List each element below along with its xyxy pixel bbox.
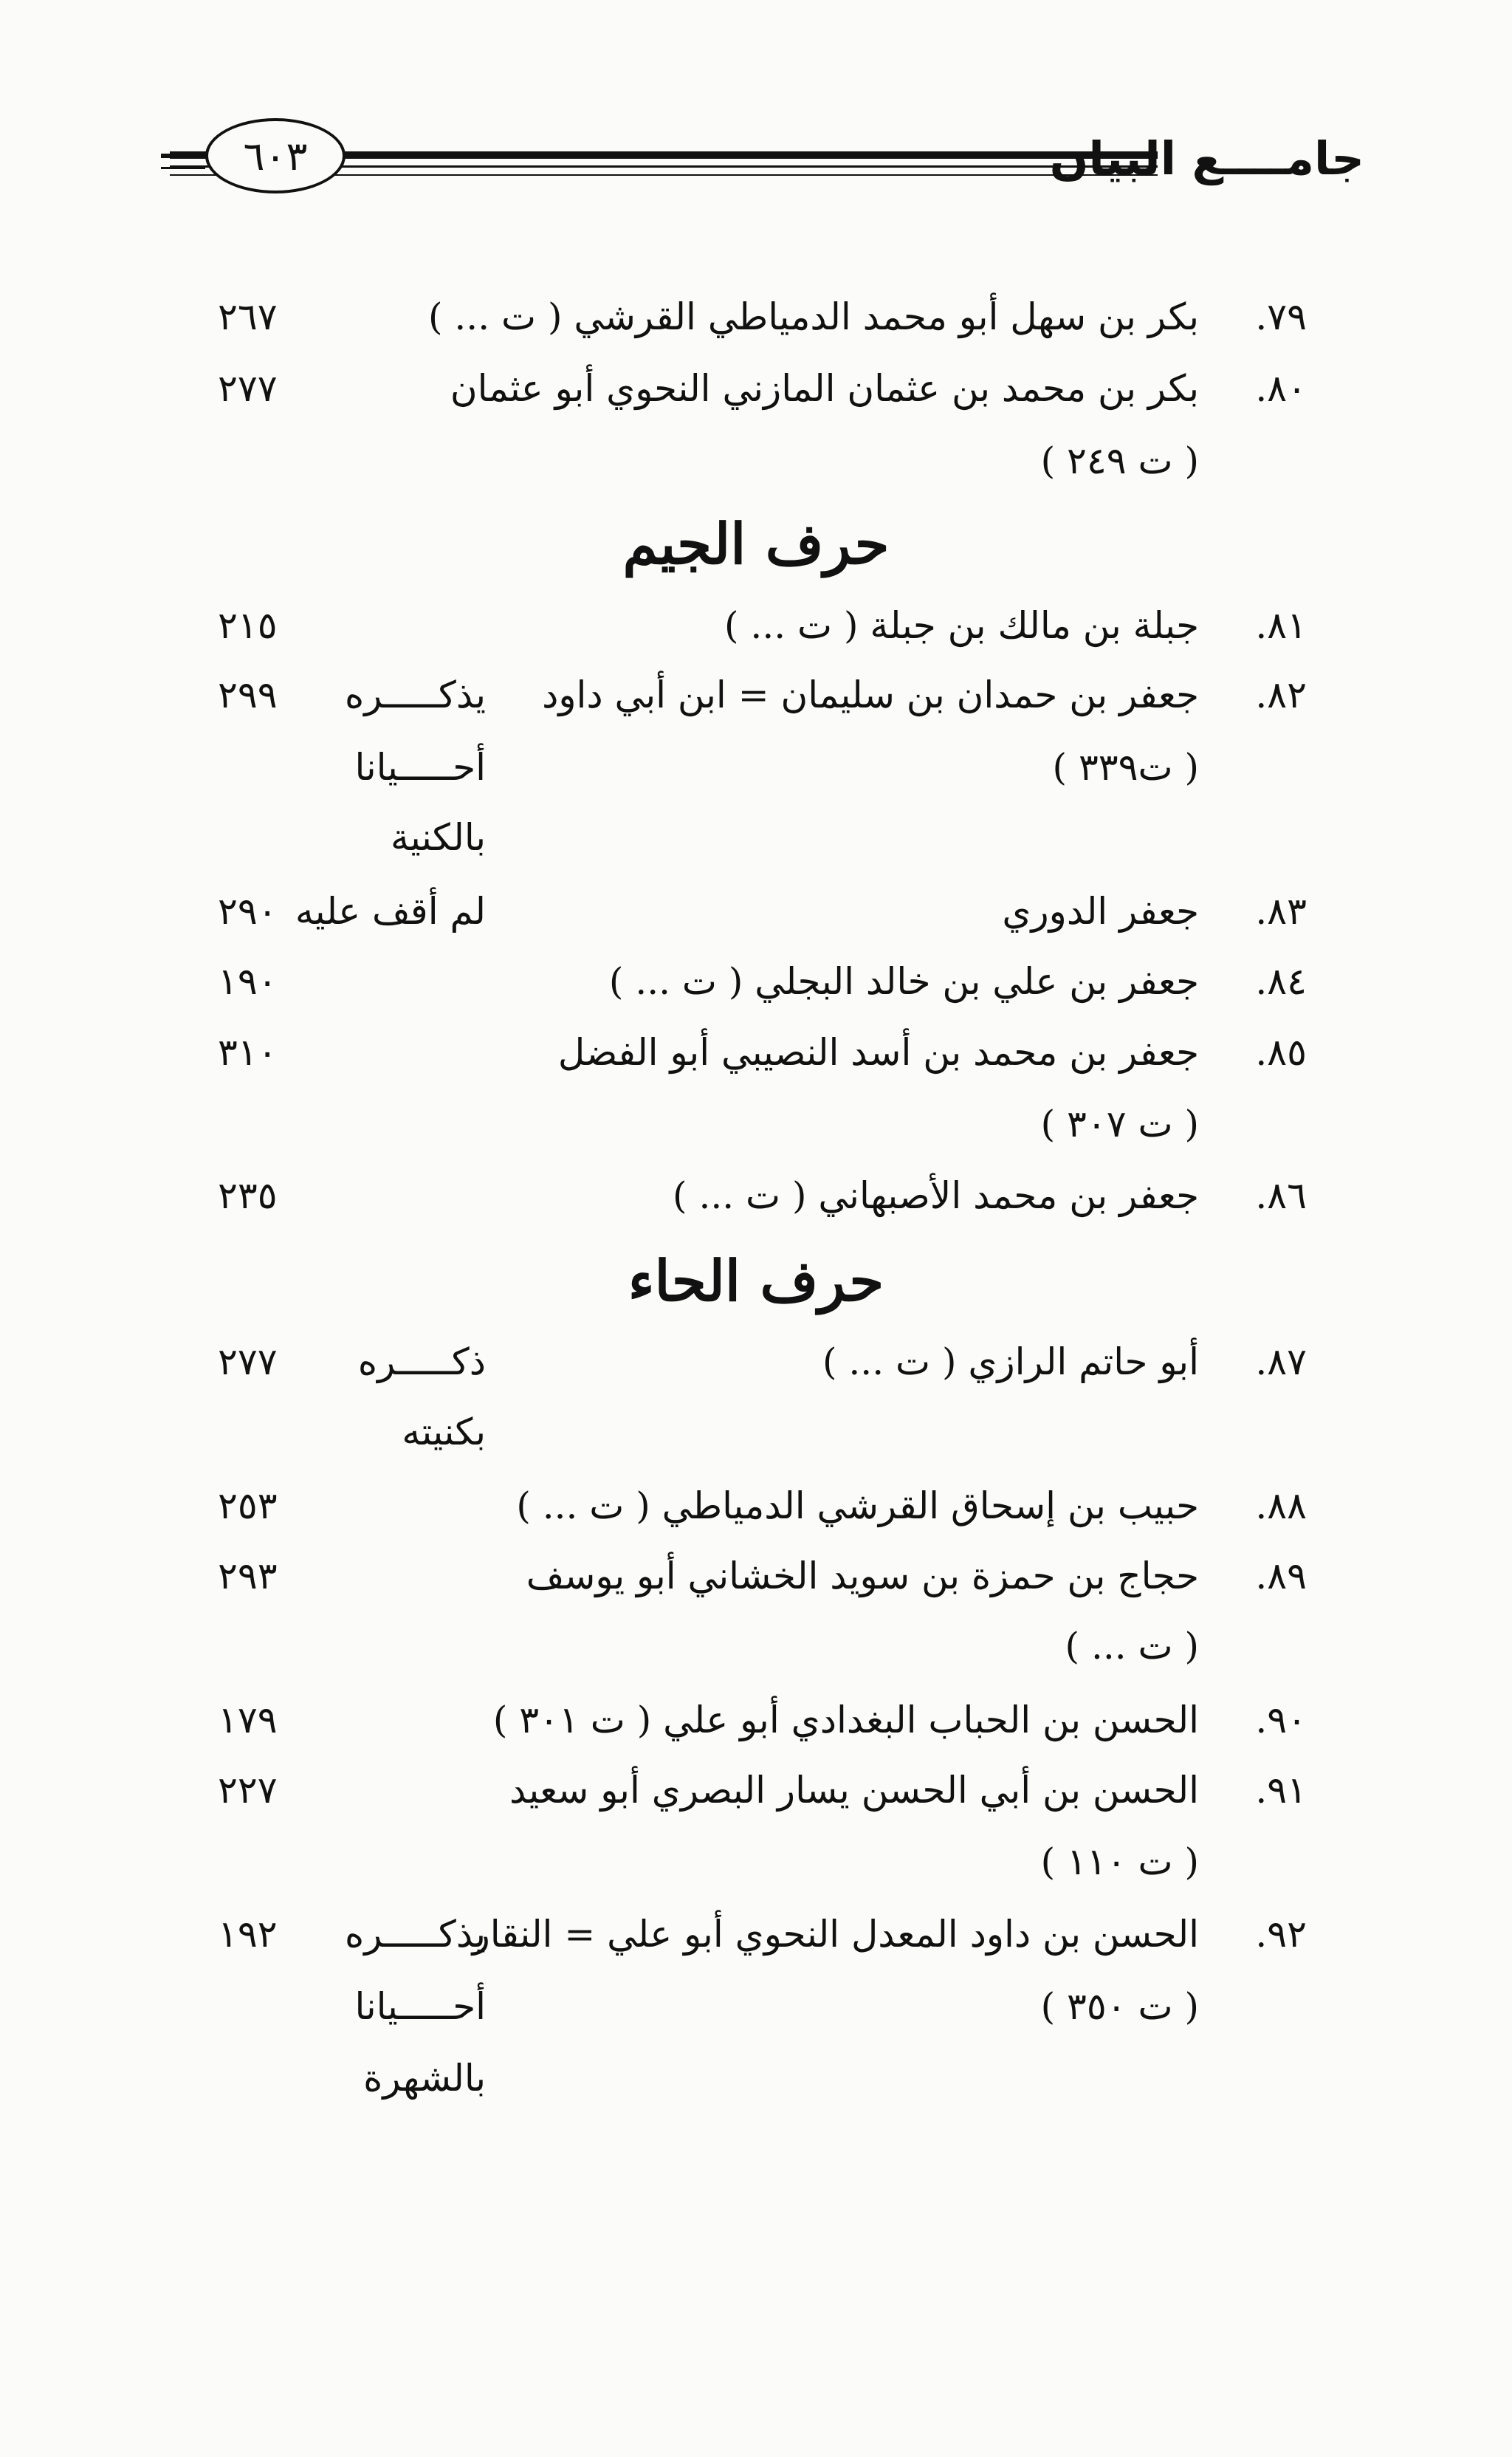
entry-number: ٨٠. xyxy=(1255,367,1307,410)
entry-page: ٢١٥ xyxy=(218,604,278,647)
book-title: جامــــع البيان xyxy=(1049,131,1364,185)
section-heading-haa: حرف الحاء xyxy=(628,1248,884,1314)
entry-name: جعفر بن محمد بن أسد النصيبي أبو الفضل xyxy=(557,1031,1199,1074)
entry-name: حبيب بن إسحاق القرشي الدمياطي ( ت ... ) xyxy=(516,1484,1199,1527)
entry-name: الحسن بن أبي الحسن يسار البصري أبو سعيد xyxy=(509,1769,1199,1812)
entry-name-continued: ( ت ١١٠ ) xyxy=(1040,1840,1199,1883)
entry-page: ٢٦٧ xyxy=(218,295,278,338)
entry-page: ٢٩٣ xyxy=(218,1555,278,1597)
entry-number: ٨٨. xyxy=(1255,1484,1307,1527)
entry-page: ٢٥٣ xyxy=(218,1484,278,1527)
entry-number: ٨٤. xyxy=(1255,960,1307,1003)
entry-number: ٨٣. xyxy=(1255,890,1307,933)
entry-name: بكر بن محمد بن عثمان المازني النحوي أبو عثمان xyxy=(450,367,1199,410)
entry-name: جعفر الدوري xyxy=(1002,890,1199,933)
entry-number: ٧٩. xyxy=(1255,295,1307,338)
entry-number: ٨٦. xyxy=(1255,1174,1307,1217)
entry-note: يذكـــــره xyxy=(345,1913,486,1956)
entry-note: ذكـــــره xyxy=(357,1340,486,1383)
entry-name: حجاج بن حمزة بن سويد الخشاني أبو يوسف xyxy=(526,1555,1199,1597)
entry-name-continued: ( ت٣٣٩ ) xyxy=(1052,746,1199,789)
entry-page: ١٧٩ xyxy=(218,1699,278,1741)
entry-page: ٢٩٩ xyxy=(218,674,278,716)
entry-page: ٢٩٠ xyxy=(218,890,278,933)
entry-page: ١٩٠ xyxy=(218,960,278,1003)
entry-name-continued: ( ت ٣٥٠ ) xyxy=(1040,1985,1199,2028)
entry-name-continued: ( ت ٣٠٧ ) xyxy=(1040,1103,1199,1145)
entry-number: ٨٩. xyxy=(1255,1555,1307,1597)
entry-note: لم أقف عليه xyxy=(295,890,486,933)
section-heading-jeem: حرف الجيم xyxy=(622,511,890,577)
entry-name: جعفر بن حمدان بن سليمان = ابن أبي داود xyxy=(542,674,1199,716)
entry-name: أبو حاتم الرازي ( ت ... ) xyxy=(822,1340,1199,1383)
page-number: ٦٠٣ xyxy=(243,132,308,179)
entry-name: بكر بن سهل أبو محمد الدمياطي القرشي ( ت ... ) xyxy=(428,295,1199,338)
entry-page: ٢٢٧ xyxy=(218,1769,278,1812)
entry-note: بكنيته xyxy=(402,1411,486,1453)
entry-name: جعفر بن علي بن خالد البجلي ( ت ... ) xyxy=(608,960,1199,1003)
entry-note: بالكنية xyxy=(391,816,486,859)
entry-number: ٩٢. xyxy=(1255,1913,1307,1956)
entry-number: ٨٥. xyxy=(1255,1031,1307,1074)
entry-page: ٢٧٧ xyxy=(218,1340,278,1383)
entry-note: يذكـــــره xyxy=(345,674,486,716)
entry-name: جعفر بن محمد الأصبهاني ( ت ... ) xyxy=(673,1174,1199,1217)
entry-number: ٩٠. xyxy=(1255,1699,1307,1741)
entry-number: ٩١. xyxy=(1255,1769,1307,1812)
entry-page: ١٩٢ xyxy=(218,1913,278,1956)
entry-page: ٢٣٥ xyxy=(218,1174,278,1217)
entry-name-continued: ( ت ٢٤٩ ) xyxy=(1040,439,1199,482)
entry-name-continued: ( ت ... ) xyxy=(1065,1625,1199,1668)
entry-page: ٣١٠ xyxy=(218,1031,278,1074)
entry-name: الحسن بن الحباب البغدادي أبو علي ( ت ٣٠١ ) xyxy=(492,1699,1199,1741)
entry-name: جبلة بن مالك بن جبلة ( ت ... ) xyxy=(724,604,1199,647)
entry-number: ٨٧. xyxy=(1255,1340,1307,1383)
entry-name: الحسن بن داود المعدل النحوي أبو علي = النقار xyxy=(472,1913,1199,1956)
entry-page: ٢٧٧ xyxy=(218,367,278,410)
entry-number: ٨٢. xyxy=(1255,674,1307,716)
entry-number: ٨١. xyxy=(1255,604,1307,647)
entry-note: أحـــــيانا xyxy=(354,746,486,789)
entry-note: بالشهرة xyxy=(363,2057,486,2100)
entry-note: أحـــــيانا xyxy=(354,1985,486,2028)
